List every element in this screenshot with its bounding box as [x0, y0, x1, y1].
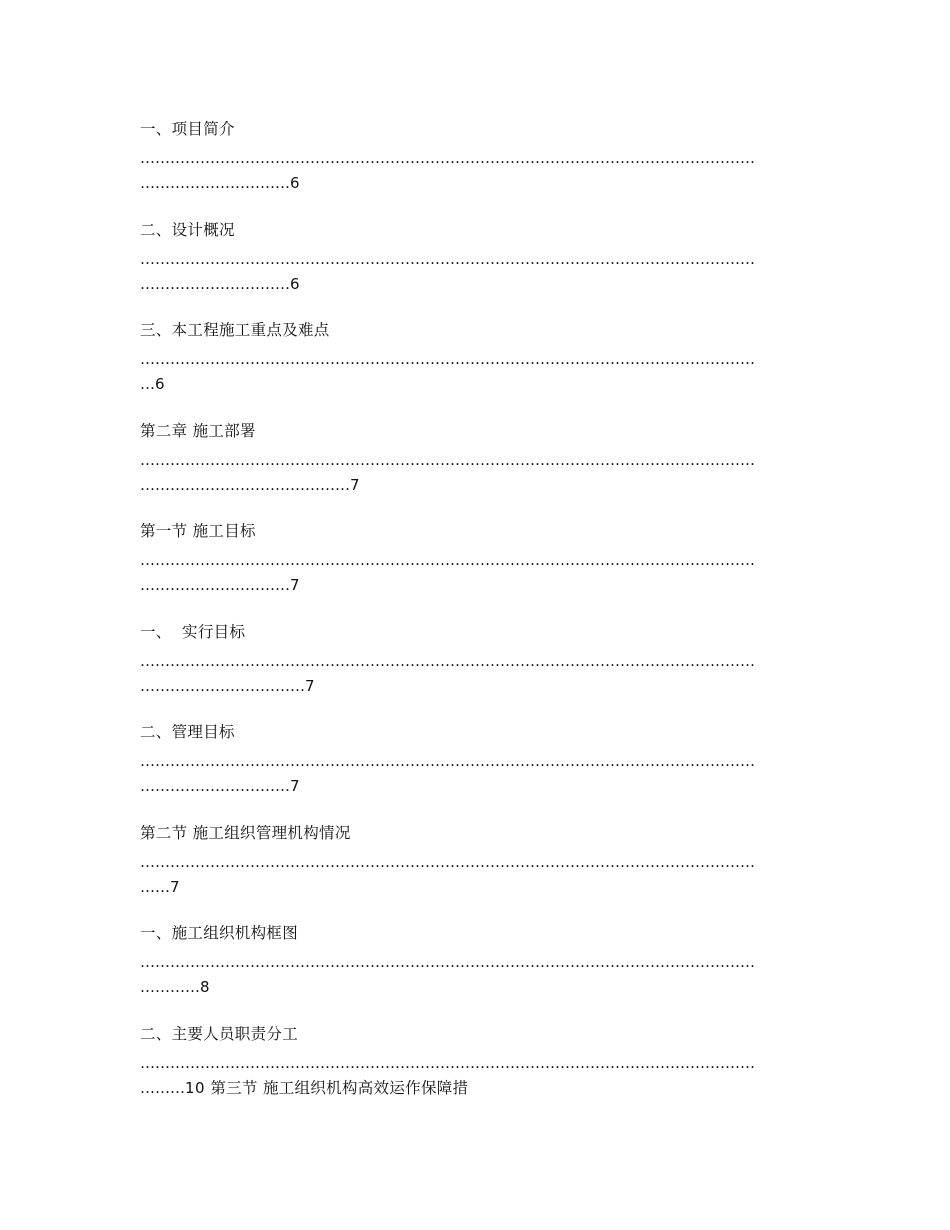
- toc-entry[interactable]: [140, 922, 808, 1023]
- toc-leader-dots: ……………………………………………………………………………………………………………: [140, 852, 755, 871]
- toc-entry[interactable]: [140, 319, 808, 420]
- toc-entry[interactable]: [140, 822, 808, 923]
- toc-leader-dots: ……………………………………………………………………………………………………………: [140, 752, 755, 770]
- toc-leader-dots: ……………………………………………………………………………………………………………: [140, 651, 755, 670]
- toc-page-number: 6: [290, 174, 301, 192]
- toc-entry[interactable]: [140, 1023, 808, 1124]
- toc-entry-title: 二、设计概况: [140, 220, 235, 239]
- table-of-contents: [140, 118, 808, 1123]
- toc-leader-line: [140, 274, 808, 294]
- toc-leader-line: [140, 676, 808, 696]
- toc-page-number: 7: [290, 777, 301, 795]
- toc-leader-line: [140, 173, 808, 193]
- toc-entry-title: 一、项目简介: [140, 120, 235, 138]
- toc-leader-dots: ………: [140, 1078, 185, 1097]
- toc-leader-dots: …………………………: [140, 777, 290, 795]
- toc-leader-dots: ……………………………………………………………………………………………………………: [140, 450, 755, 469]
- toc-page-number: 8: [200, 978, 211, 996]
- toc-entry-title: 第二节 施工组织管理机构情况: [140, 823, 351, 842]
- toc-page-number: 7: [290, 576, 301, 594]
- toc-entry-title: 第二章 施工部署: [140, 421, 256, 440]
- toc-leader-dots: ……………………………………………………………………………………………………………: [140, 249, 755, 268]
- toc-leader-dots: ……………………………………………………………………………………………………………: [140, 551, 755, 569]
- toc-entry[interactable]: [140, 219, 808, 320]
- toc-entry-title: 第一节 施工目标: [140, 522, 256, 540]
- toc-leader-dots: ……………………………: [140, 676, 305, 695]
- toc-next-entry-title: 第三节 施工组织机构高效运作保障措: [205, 1078, 469, 1097]
- toc-leader-dots: …: [140, 375, 155, 393]
- toc-page-number: 6: [155, 375, 166, 393]
- toc-leader-dots: …………………………: [140, 576, 290, 594]
- toc-page-number: 10: [185, 1078, 206, 1097]
- toc-leader-dots: ……………………………………………………………………………………………………………: [140, 350, 755, 368]
- toc-page-number: 7: [350, 475, 361, 494]
- toc-entry[interactable]: [140, 118, 808, 219]
- toc-leader-dots: ……: [140, 877, 170, 896]
- toc-leader-dots: …………………………: [140, 274, 290, 293]
- toc-entry-title: 一、 实行目标: [140, 622, 246, 641]
- toc-leader-line: [140, 877, 808, 897]
- toc-leader-dots: ……………………………………: [140, 475, 350, 494]
- toc-entry-title: 一、施工组织机构框图: [140, 924, 299, 942]
- toc-entry-title: 三、本工程施工重点及难点: [140, 321, 330, 339]
- toc-leader-line: [140, 575, 808, 595]
- toc-entry-title: 二、主要人员职责分工: [140, 1024, 299, 1043]
- toc-leader-line: [140, 475, 808, 495]
- toc-entry[interactable]: [140, 520, 808, 621]
- toc-leader-line: [140, 1078, 808, 1098]
- toc-entry[interactable]: [140, 621, 808, 722]
- toc-leader-dots: …………: [140, 978, 200, 996]
- toc-entry[interactable]: [140, 721, 808, 822]
- toc-leader-dots: …………………………: [140, 174, 290, 192]
- toc-leader-line: [140, 374, 808, 394]
- toc-leader-dots: ……………………………………………………………………………………………………………: [140, 1053, 755, 1072]
- toc-page-number: 7: [305, 676, 316, 695]
- toc-leader-dots: ……………………………………………………………………………………………………………: [140, 953, 755, 971]
- toc-page-number: 6: [290, 274, 301, 293]
- toc-entry[interactable]: [140, 420, 808, 521]
- toc-leader-dots: ……………………………………………………………………………………………………………: [140, 149, 755, 167]
- toc-entry-title: 二、管理目标: [140, 723, 235, 741]
- toc-leader-line: [140, 776, 808, 796]
- toc-leader-line: [140, 977, 808, 997]
- toc-page-number: 7: [170, 877, 181, 896]
